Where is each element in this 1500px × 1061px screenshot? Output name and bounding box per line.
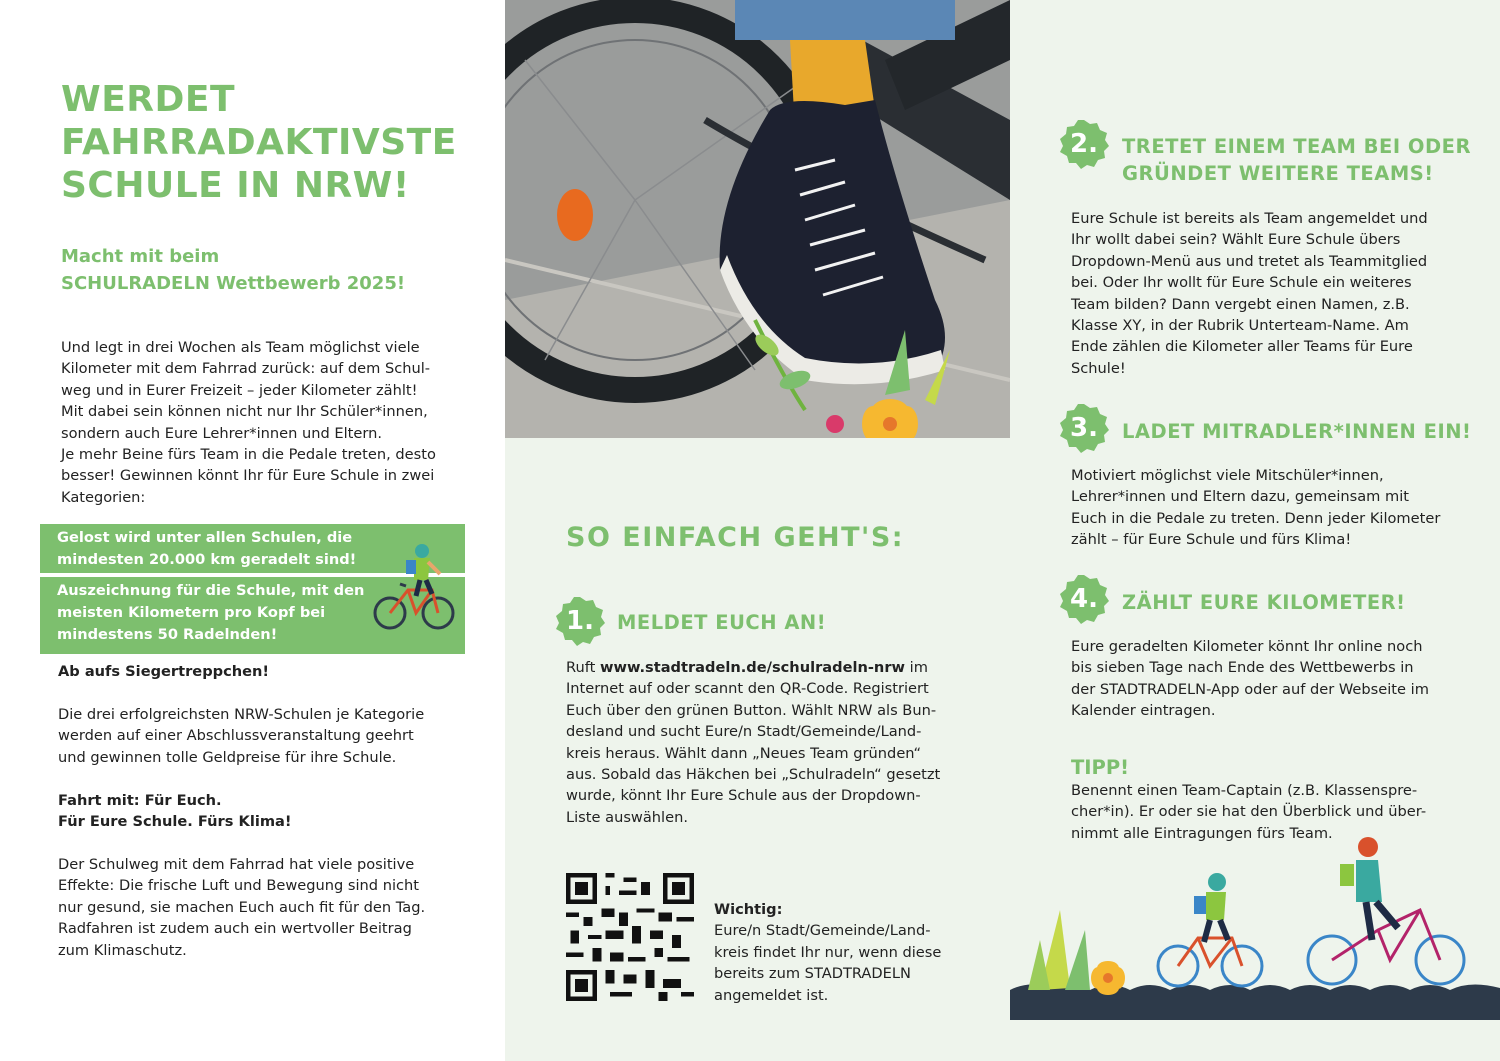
text-line: Je mehr Beine fürs Team in die Pedale treten, desto bbox=[61, 446, 436, 464]
text-line: wurde, könnt Ihr Eure Schule aus der Dropdown- bbox=[566, 787, 921, 805]
step-3-paragraph bbox=[1071, 465, 1476, 551]
text-line: Internet auf oder scannt den QR-Code. Registriert bbox=[566, 680, 929, 698]
text-line: kreis heraus. Wählt dann „Neues Team gründen“ bbox=[566, 744, 922, 762]
text-line: Eure Schule ist bereits als Team angemeldet und bbox=[1071, 210, 1428, 227]
text-line: Eure/n Stadt/Gemeinde/Land- bbox=[714, 922, 931, 940]
text-line: besser! Gewinnen könnt Ihr für Eure Schule in zwei bbox=[61, 467, 435, 485]
step-2-number: 2. bbox=[1070, 129, 1098, 159]
text-line: Team bilden? Dann vergebt einen Namen, z.B. bbox=[1071, 295, 1410, 313]
tip-title: TIPP! bbox=[1071, 756, 1130, 779]
text-line: kreis findet Ihr nur, wenn diese bbox=[714, 943, 942, 961]
text-line: Kalender eintragen. bbox=[1071, 702, 1216, 720]
text-line: aus. Sobald das Häkchen bei „Schulradeln“ gesetzt bbox=[566, 766, 941, 784]
important-title: Wichtig: bbox=[714, 901, 783, 918]
text-line: Ihr wollt dabei sein? Wählt Eure Schule übers bbox=[1071, 231, 1401, 249]
text-line: Eure geradelten Kilometer könnt Ihr online noch bbox=[1071, 638, 1423, 655]
closing-paragraph bbox=[58, 854, 468, 961]
step-2-title bbox=[1122, 133, 1471, 187]
step-3-title: LADET MITRADLER*INNEN EIN! bbox=[1122, 420, 1472, 443]
subheadline bbox=[61, 243, 481, 297]
text-line: Liste auswählen. bbox=[566, 808, 688, 826]
text-line: sondern auch Eure Lehrer*innen und Eltern. bbox=[61, 424, 383, 442]
qr-code[interactable] bbox=[566, 873, 694, 1001]
important-note bbox=[714, 899, 964, 1006]
registration-link[interactable]: www.stadtradeln.de/schulradeln-nrw bbox=[599, 659, 905, 676]
subheadline-line: Macht mit beim bbox=[61, 246, 220, 267]
text-line: Und legt in drei Wochen als Team möglichst viele bbox=[61, 339, 420, 356]
text-line: und gewinnen tolle Geldpreise für ihre Schule. bbox=[58, 748, 397, 766]
howto-title: SO EINFACH GEHT'S: bbox=[566, 522, 905, 553]
text-line: Euch in die Pedale zu treten. Denn jeder Kilometer bbox=[1071, 509, 1441, 527]
banner-line: Auszeichnung für die Schule, mit den bbox=[57, 582, 365, 599]
text-line: Lehrer*innen und Eltern dazu, gemeinsam mit bbox=[1071, 488, 1410, 506]
motto bbox=[58, 790, 292, 833]
text-line: zum Klimaschutz. bbox=[58, 941, 187, 959]
motto-line: Für Eure Schule. Fürs Klima! bbox=[58, 813, 292, 831]
step-4-number: 4. bbox=[1070, 584, 1098, 614]
main-headline bbox=[61, 78, 481, 207]
step-1-number: 1. bbox=[566, 606, 594, 636]
text-line: cher*in). Er oder sie hat den Überblick und über- bbox=[1071, 803, 1427, 821]
motto-line: Fahrt mit: Für Euch. bbox=[58, 792, 222, 809]
winner-title: Ab aufs Siegertreppchen! bbox=[58, 663, 270, 680]
cyclists-illustration bbox=[1010, 830, 1500, 1061]
adult-cyclist-icon bbox=[1308, 837, 1464, 984]
step-1-title: MELDET EUCH AN! bbox=[617, 611, 827, 634]
text-line: bereits zum STADTRADELN bbox=[714, 965, 911, 983]
text-line: Motiviert möglichst viele Mitschüler*innen, bbox=[1071, 467, 1384, 484]
text-line: Benennt einen Team-Captain (z.B. Klassenspre- bbox=[1071, 782, 1418, 799]
intro-paragraph bbox=[61, 337, 471, 508]
text-line: Radfahren ist zudem auch ein wertvoller Beitrag bbox=[58, 920, 412, 938]
step-2-paragraph bbox=[1071, 208, 1476, 379]
kid-cyclist-icon bbox=[370, 540, 460, 635]
step-3-number: 3. bbox=[1070, 413, 1098, 443]
text-line: Kilometer mit dem Fahrrad zurück: auf dem Schul- bbox=[61, 360, 431, 378]
text-fragment: im bbox=[905, 659, 928, 676]
banner-line: mindesten 20.000 km geradelt sind! bbox=[57, 551, 357, 568]
text-line: Ende zählen die Kilometer aller Teams für Eure bbox=[1071, 338, 1413, 356]
step-4-paragraph bbox=[1071, 636, 1476, 722]
text-line: Effekte: Die frische Luft und Bewegung sind nicht bbox=[58, 877, 420, 895]
step-1-paragraph bbox=[566, 657, 956, 828]
text-line: angemeldet ist. bbox=[714, 986, 829, 1004]
text-line: Schule! bbox=[1071, 359, 1126, 377]
text-line: nimmt alle Eintragungen fürs Team. bbox=[1071, 824, 1333, 842]
text-line: bei. Oder Ihr wollt für Eure Schule ein weiteres bbox=[1071, 274, 1412, 292]
text-line: weg und in Eurer Freizeit – jeder Kilometer zählt! bbox=[61, 381, 418, 399]
text-line: Der Schulweg mit dem Fahrrad hat viele positive bbox=[58, 856, 415, 873]
banner-line: mindestens 50 Radelnden! bbox=[57, 626, 278, 643]
text-line: bis sieben Tage nach Ende des Wettbewerbs in bbox=[1071, 659, 1414, 677]
step-4-title: ZÄHLT EURE KILOMETER! bbox=[1122, 591, 1406, 614]
text-line: nur gesund, sie machen Euch auch fit für den Tag. bbox=[58, 898, 426, 916]
banner-line: Gelost wird unter allen Schulen, die bbox=[57, 529, 353, 546]
text-line: Mit dabei sein können nicht nur Ihr Schüler*innen, bbox=[61, 403, 428, 421]
headline-line: SCHULE IN NRW! bbox=[61, 165, 410, 206]
child-cyclist-icon bbox=[1158, 873, 1262, 986]
text-fragment: Ruft bbox=[566, 659, 600, 676]
text-line: werden auf einer Abschlussveranstaltung geehrt bbox=[58, 727, 414, 745]
text-line: Kategorien: bbox=[61, 488, 146, 506]
winner-paragraph bbox=[58, 704, 468, 768]
text-line: Klasse XY, in der Rubrik Unterteam-Name. Am bbox=[1071, 317, 1409, 335]
headline-line: WERDET bbox=[61, 79, 236, 120]
text-line: Euch über den grünen Button. Wählt NRW als Bun- bbox=[566, 701, 937, 719]
text-line: desland und sucht Eure/n Stadt/Gemeinde/Land- bbox=[566, 723, 922, 741]
headline-line: FAHRRADAKTIVSTE bbox=[61, 122, 457, 163]
text-line: zählt – für Eure Schule und fürs Klima! bbox=[1071, 531, 1352, 549]
banner-line: meisten Kilometern pro Kopf bei bbox=[57, 604, 326, 621]
step-1-url-line bbox=[566, 657, 956, 678]
text-line: der STADTRADELN-App oder auf der Webseite im bbox=[1071, 680, 1429, 698]
sneaker-pedal-photo bbox=[505, 0, 1010, 438]
text-line: Dropdown-Menü aus und tretet als Teammitglied bbox=[1071, 252, 1428, 270]
title-line: GRÜNDET WEITERE TEAMS! bbox=[1122, 162, 1434, 185]
subheadline-line: SCHULRADELN Wettbewerb 2025! bbox=[61, 273, 406, 294]
title-line: TRETET EINEM TEAM BEI ODER bbox=[1122, 135, 1471, 158]
text-line: Die drei erfolgreichsten NRW-Schulen je Kategorie bbox=[58, 706, 425, 723]
